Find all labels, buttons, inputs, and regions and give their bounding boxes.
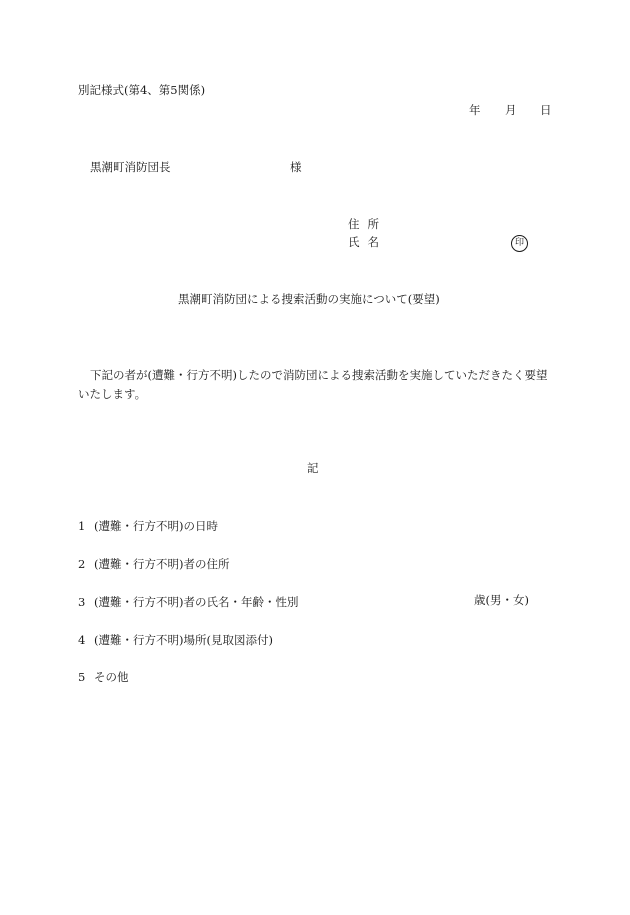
- list-item-text: (遭難・行方不明)者の住所: [94, 557, 230, 571]
- list-item-number: 2: [78, 557, 86, 571]
- list-item: [78, 632, 273, 648]
- list-item: [78, 556, 229, 572]
- list-item: [78, 594, 298, 610]
- list-item-text: (遭難・行方不明)者の氏名・年齢・性別: [94, 595, 299, 609]
- recipient-name: 黒潮町消防団長: [90, 160, 171, 174]
- list-item-number: 5: [78, 670, 86, 684]
- ki-heading: 記: [307, 461, 319, 475]
- list-item-number: 3: [78, 595, 86, 609]
- list-item-text: (遭難・行方不明)の日時: [94, 519, 218, 533]
- list-item-number: 1: [78, 519, 86, 533]
- name-label: 氏名: [348, 235, 387, 249]
- list-item-text: (遭難・行方不明)場所(見取図添付): [94, 633, 273, 647]
- list-item-number: 4: [78, 633, 86, 647]
- date-year-label: 年: [469, 103, 481, 117]
- address-label: 住所: [348, 217, 387, 231]
- form-label: 別記様式(第4、第5関係): [78, 83, 206, 97]
- request-body-text: 下記の者が(遭難・行方不明)したので消防団による捜索活動を実施していただきたく要望いたします。: [78, 368, 548, 401]
- date-day-label: 日: [540, 103, 552, 117]
- recipient-honorific: 様: [290, 160, 302, 174]
- seal-icon: 印: [511, 235, 528, 252]
- document-title: 黒潮町消防団による捜索活動の実施について(要望): [178, 292, 440, 306]
- list-item: [78, 518, 218, 534]
- date-month-label: 月: [505, 103, 517, 117]
- age-sex-field: 歳(男・女): [474, 593, 529, 607]
- list-item: [78, 669, 129, 685]
- list-item-text: その他: [94, 670, 129, 684]
